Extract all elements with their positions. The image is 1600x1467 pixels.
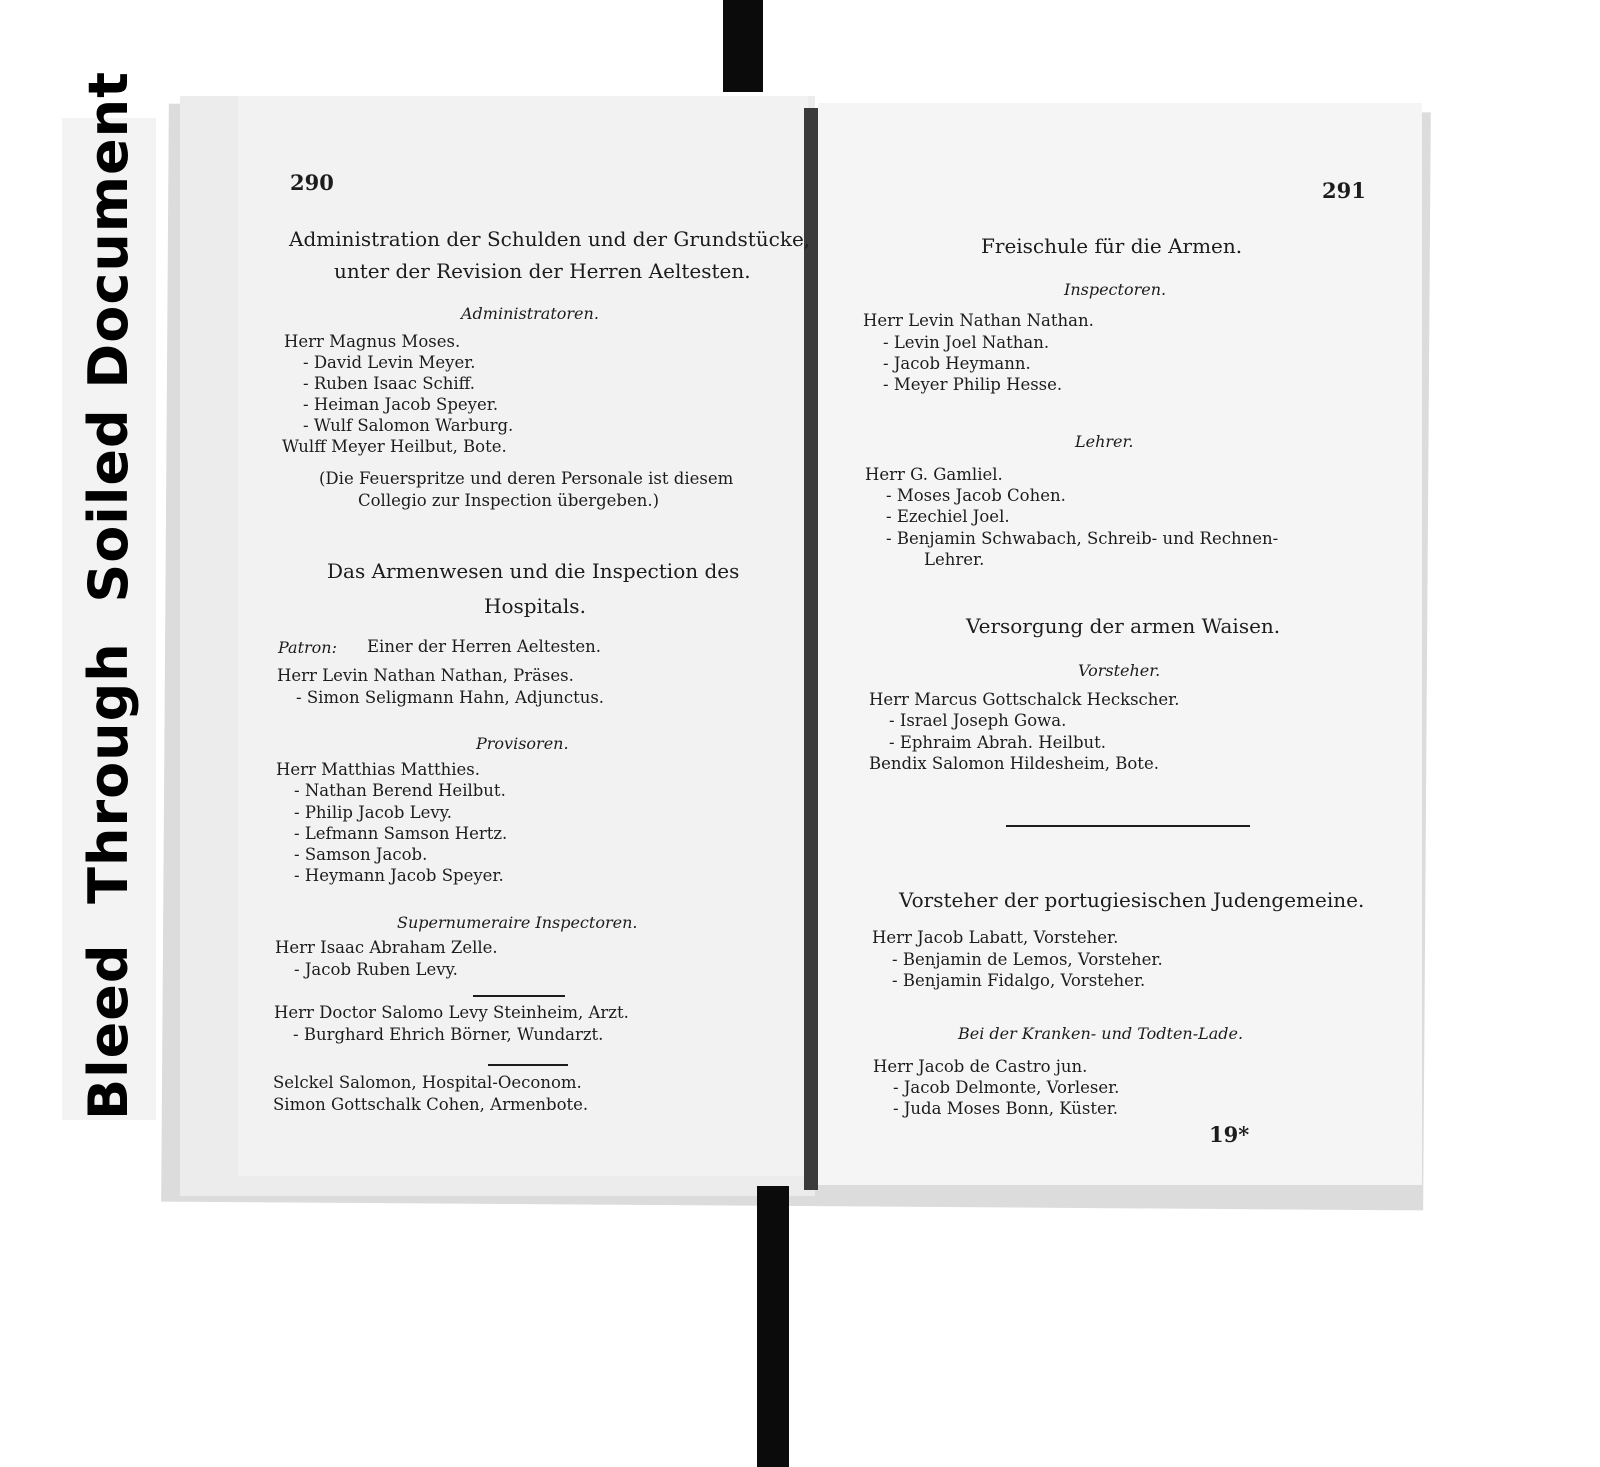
admin-heading-line2: unter der Revision der Herren Aeltesten.	[334, 259, 751, 283]
lade-entry: - Juda Moses Bonn, Küster.	[893, 1099, 1119, 1118]
lehrer-title: Lehrer.	[1075, 432, 1134, 451]
admin-entry: Wulff Meyer Heilbut, Bote.	[282, 437, 507, 456]
lade-entry: - Jacob Delmonte, Vorleser.	[893, 1078, 1120, 1097]
lade-entry: Herr Jacob de Castro jun.	[873, 1057, 1088, 1076]
vorsteher-entry: Bendix Salomon Hildesheim, Bote.	[869, 754, 1159, 773]
praeses-entry: Herr Levin Nathan Nathan, Präses.	[277, 666, 574, 685]
vorsteher-entry: - Ephraim Abrah. Heilbut.	[889, 733, 1107, 752]
inspector-entry: Herr Levin Nathan Nathan.	[863, 311, 1094, 330]
page-number-left: 290	[290, 170, 334, 195]
section-rule	[473, 995, 565, 997]
admin-heading-line1: Administration der Schulden und der Grundstücke,	[289, 227, 811, 251]
vorsteher-entry: - Israel Joseph Gowa.	[889, 711, 1067, 730]
doctor-entry: Herr Doctor Salomo Levy Steinheim, Arzt.	[274, 1003, 629, 1022]
provisor-entry: - Samson Jacob.	[294, 845, 428, 864]
inspector-entry: - Meyer Philip Hesse.	[883, 375, 1063, 394]
freischule-heading: Freischule für die Armen.	[981, 234, 1243, 258]
section-rule	[488, 1064, 568, 1066]
admin-subheading: Administratoren.	[461, 304, 599, 323]
lade-title: Bei der Kranken- und Todten-Lade.	[958, 1024, 1244, 1043]
inspectoren-title: Inspectoren.	[1064, 280, 1167, 299]
lehrer-entry: - Moses Jacob Cohen.	[886, 486, 1066, 505]
vorsteher-entry: Herr Marcus Gottschalck Heckscher.	[869, 690, 1180, 709]
waisen-heading: Versorgung der armen Waisen.	[966, 614, 1281, 638]
doctor-entry: - Burghard Ehrich Börner, Wundarzt.	[293, 1025, 604, 1044]
section-rule	[1006, 825, 1250, 827]
lehrer-entry: - Ezechiel Joel.	[886, 507, 1010, 526]
supernum-entry: Herr Isaac Abraham Zelle.	[275, 938, 498, 957]
staff-entry: Simon Gottschalk Cohen, Armenbote.	[273, 1095, 589, 1114]
admin-entry: - David Levin Meyer.	[303, 353, 476, 372]
ribbon-marker-top	[723, 0, 763, 92]
staff-entry: Selckel Salomon, Hospital-Oeconom.	[273, 1073, 582, 1092]
portugiesen-entry: - Benjamin de Lemos, Vorsteher.	[892, 950, 1163, 969]
lehrer-entry: Lehrer.	[924, 550, 985, 569]
patron-value: Einer der Herren Aeltesten.	[367, 637, 601, 656]
vorsteher-title: Vorsteher.	[1078, 661, 1161, 680]
signature-mark: 19*	[1209, 1122, 1250, 1147]
admin-entry: - Ruben Isaac Schiff.	[303, 374, 476, 393]
inspector-entry: - Jacob Heymann.	[883, 354, 1031, 373]
provisor-entry: - Nathan Berend Heilbut.	[294, 781, 506, 800]
page-number-right: 291	[1322, 178, 1366, 203]
ribbon-marker-bottom	[757, 1186, 789, 1467]
provisoren-title: Provisoren.	[476, 734, 569, 753]
admin-note-line2: Collegio zur Inspection übergeben.)	[358, 491, 660, 510]
armen-heading-line1: Das Armenwesen und die Inspection des	[327, 559, 740, 583]
supernum-title: Supernumeraire Inspectoren.	[397, 913, 638, 932]
patron-label: Patron:	[278, 638, 337, 657]
portugiesen-heading: Vorsteher der portugiesischen Judengemeine.	[899, 888, 1365, 912]
portugiesen-entry: - Benjamin Fidalgo, Vorsteher.	[892, 971, 1146, 990]
admin-note-line1: (Die Feuerspritze und deren Personale ist diesem	[319, 469, 734, 488]
provisor-entry: - Philip Jacob Levy.	[294, 803, 453, 822]
lehrer-entry: - Benjamin Schwabach, Schreib- und Rechnen-	[886, 529, 1279, 548]
book-gutter	[804, 108, 818, 1190]
provisor-entry: - Lefmann Samson Hertz.	[294, 824, 508, 843]
supernum-entry: - Jacob Ruben Levy.	[294, 960, 458, 979]
inspector-entry: - Levin Joel Nathan.	[883, 333, 1050, 352]
right-page	[818, 103, 1422, 1185]
admin-entry: Herr Magnus Moses.	[284, 332, 461, 351]
admin-entry: - Wulf Salomon Warburg.	[303, 416, 514, 435]
portugiesen-entry: Herr Jacob Labatt, Vorsteher.	[872, 928, 1119, 947]
stamp-label: Bleed Through Soiled Document	[77, 71, 140, 1120]
praeses-entry: - Simon Seligmann Hahn, Adjunctus.	[296, 688, 605, 707]
provisor-entry: - Heymann Jacob Speyer.	[294, 866, 504, 885]
lehrer-entry: Herr G. Gamliel.	[865, 465, 1003, 484]
admin-entry: - Heiman Jacob Speyer.	[303, 395, 499, 414]
armen-heading-line2: Hospitals.	[484, 594, 586, 618]
provisor-entry: Herr Matthias Matthies.	[276, 760, 480, 779]
